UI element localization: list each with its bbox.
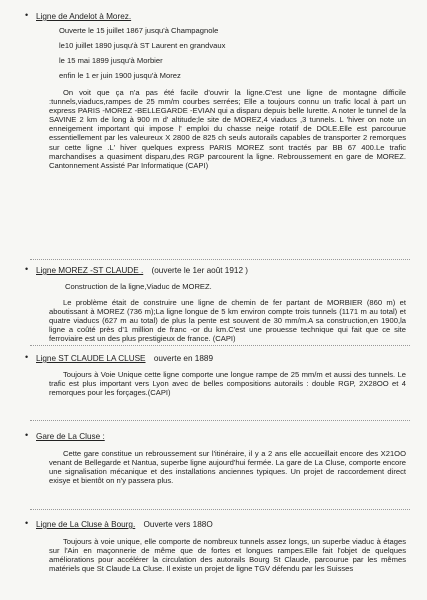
- section-heading: [25, 430, 105, 441]
- section-title: Ligne ST CLAUDE LA CLUSE: [36, 354, 146, 363]
- section-note: ouverte en 1889: [153, 354, 213, 363]
- opening-date-line: le 15 mai 1899 jusqu'à Morbier: [59, 56, 163, 65]
- section-note: Ouverte vers 188O: [143, 520, 213, 529]
- section-divider: [30, 345, 410, 346]
- section-paragraph: Toujours à voie unique, elle comporte de nombreux tunnels assez longs, un superbe viaduc à étages sur l'Ain en maçonnerie de même que de fortes et longues rampes.Elle fait l'objet de quelques améliorations pour accélérer la circulation des autorails Bourg St Claude, parcourue par les mêmes matériels que St Claude La Cluse. Il existe un projet de ligne TGV défendu par les Suisses: [49, 537, 406, 574]
- section-heading: [25, 352, 213, 363]
- section-subline: Construction de la ligne,Viaduc de MOREZ.: [65, 282, 212, 291]
- bullet-icon: •: [25, 352, 29, 362]
- section-divider: [30, 259, 410, 260]
- section-title: Ligne MOREZ -ST CLAUDE .: [36, 266, 144, 275]
- section-note: (ouverte le 1er août 1912 ): [151, 266, 249, 275]
- section-divider: [30, 420, 410, 421]
- section-title: Ligne de La Cluse à Bourg.: [36, 520, 136, 529]
- section-paragraph: Cette gare constitue un rebroussement sur l'itinéraire, il y a 2 ans elle accueillait encore des X21OO venant de Bellegarde et Nantua, superbe ligne aujourd'hui fermée. La gare de La Cluse, comporte encore une signalisation mécanique et des installations anciennes typiques. Un projet de raccordement direct exisye et bientôt on n'y passera plus.: [49, 449, 406, 486]
- section-paragraph: Le problème était de construire une ligne de chemin de fer partant de MORBIER (860 m) et aboutissant à MOREZ (736 m);La ligne longue de 5 km environ compte trois tunnels (1171 m au total) et quatre viaducs (627 m au total) de plus la pente est souvent de 30 mm/m.A sa construction,en 1900,la ligne a coûté près d'1 million de franc -or du km.C'est une prouesse technique qui fait que ce site ferroviaire est un des plus prestigieux de france. (CAPI): [49, 298, 406, 344]
- section-paragraph: Toujours à Voie Unique cette ligne comporte une longue rampe de 25 mm/m et aussi des tunnels. Le trafic est plus important vers Lyon avec de belles compositions autorails : double RGP, 2X28OO et 4 remorques pour les forçages.(CAPI): [49, 370, 406, 398]
- section-title: Ligne de Andelot à Morez.: [36, 12, 132, 21]
- opening-date-line: Ouverte le 15 juillet 1867 jusqu'à Champagnole: [59, 26, 219, 35]
- bullet-icon: •: [25, 518, 29, 528]
- bullet-icon: •: [25, 264, 29, 274]
- section-title: Gare de La Cluse :: [36, 432, 105, 441]
- opening-date-line: enfin le 1 er juin 1900 jusqu'à Morez: [59, 71, 181, 80]
- section-heading: [25, 10, 132, 21]
- section-paragraph: On voit que ça n'a pas été facile d'ouvrir la ligne.C'est une ligne de montagne difficile :tunnels,viaducs,rampes de 25 mm/m courbes serrées; Elle a toujours connu un trafic local à part un express PARIS -MOREZ -BELLEGARDE -EVIAN qui a disparu depuis belle lurette. A noter le tunnel de la SAVINE 2 km de long à 900 m d' altitude;le site de MOREZ,4 viaducs ,3 tunnels. L 'hiver on note un enneigement important qui impose l' emploi du chasse neige rotatif de DOLE.Elle est parcourue essentiellement par les valeureux X 2800 de 825 ch seuls autorails capables de transporter 2 remorques sur cette ligne .L' hiver quelques express PARIS MOREZ sont tractés par BB 67 400.Le trafic marchandises a quasiment disparu,des RGP parcourent la ligne. Rebroussement en gare de MOREZ. Cantonnement Assisté Par Informatique (CAPI): [49, 88, 406, 170]
- bullet-icon: •: [25, 10, 29, 20]
- opening-date-line: le10 juillet 1890 jusqu'à ST Laurent en grandvaux: [59, 41, 226, 50]
- section-heading: [25, 264, 249, 275]
- bullet-icon: •: [25, 430, 29, 440]
- section-divider: [30, 509, 410, 510]
- section-heading: [25, 518, 213, 529]
